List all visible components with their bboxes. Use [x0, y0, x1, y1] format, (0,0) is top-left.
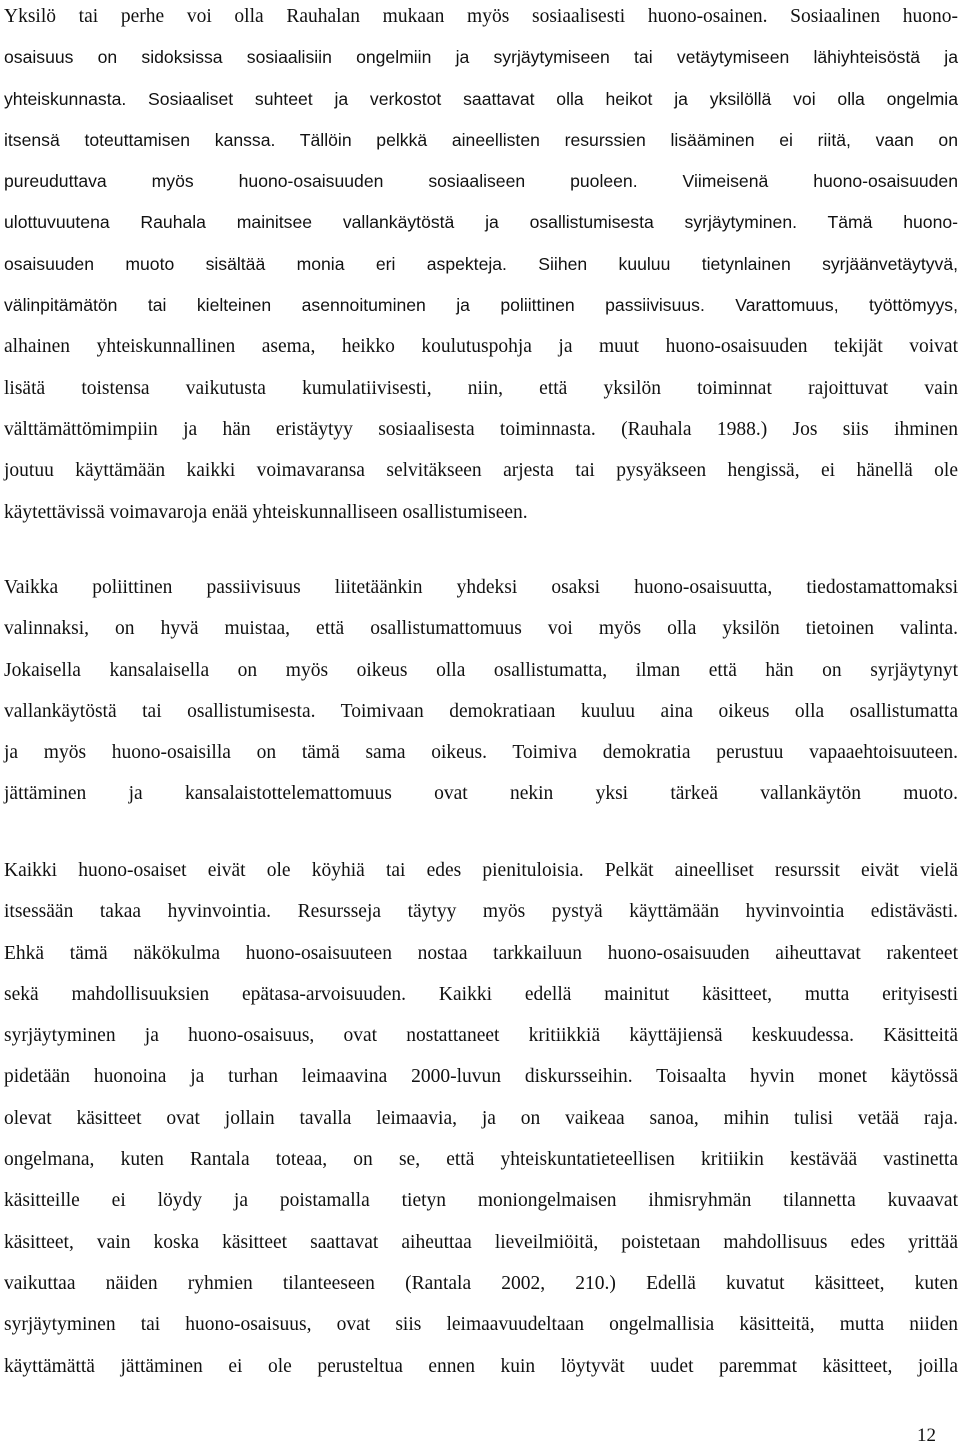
text-line: ja myös huono-osaisilla on tämä sama oikeus. Toimiva demokratia perustuu vapaaehtoisuuteen. — [4, 742, 958, 764]
text-line: lisätä toistensa vaikutusta kumulatiivisesti, niin, että yksilön toiminnat rajoittuvat vain — [4, 377, 958, 399]
text-line: osaisuus on sidoksissa sosiaalisiin ongelmiin ja syrjäytymiseen tai vetäytymiseen lähiyhteisöstä ja — [4, 47, 958, 68]
text-line: jättäminen ja kansalaistottelemattomuus ovat nekin yksi tärkeä vallankäytön muoto. — [4, 783, 958, 805]
text-line: Yksilö tai perhe voi olla Rauhalan mukaan myös sosiaalisesti huono-osainen. Sosiaalinen huono- — [4, 6, 958, 27]
text-line: syrjäytyminen ja huono-osaisuus, ovat nostattaneet kritiikkiä käyttäjiensä keskuudessa. Käsitteitä — [4, 1025, 958, 1047]
text-line: valinnaksi, on hyvä muistaa, että osallistumattomuus voi myös olla yksilön tietoinen valinta. — [4, 618, 958, 640]
text-line: vaikuttaa näiden ryhmien tilanteeseen (Rantala 2002, 210.) Edellä kuvatut käsitteet, kuten — [4, 1272, 958, 1294]
text-line: välinpitämätön tai kielteinen asennoituminen ja poliittinen passiivisuus. Varattomuus, työttömyys, — [4, 295, 958, 316]
paragraph-rauhala-social-exclusion — [4, 0, 958, 533]
page-number: 12 — [917, 1425, 936, 1446]
text-line: pureuduttava myös huono-osaisuuden sosiaaliseen puoleen. Viimeisenä huono-osaisuuden — [4, 171, 958, 192]
text-line: yhteiskunnasta. Sosiaaliset suhteet ja verkostot saattavat olla heikot ja yksilöllä voi olla ongelmia — [4, 88, 958, 109]
text-line: ongelmana, kuten Rantala toteaa, on se, että yhteiskuntatieteellisen kritiikin kestävää vastinetta — [4, 1149, 958, 1171]
text-line: olevat käsitteet ovat jollain tavalla leimaavia, ja on vaikeaa sanoa, mihin tulisi vetää raja. — [4, 1107, 958, 1129]
paragraph-concept-critique — [4, 850, 958, 1387]
text-line: itsensä toteuttamisen kanssa. Tällöin pelkkä aineellisten resurssien lisääminen ei riitä, vaan on — [4, 129, 958, 150]
text-line: syrjäytyminen tai huono-osaisuus, ovat siis leimaavuudeltaan ongelmallisia käsitteitä, mutta niiden — [4, 1314, 958, 1336]
text-line: vallankäytöstä tai osallistumisesta. Toimivaan demokratiaan kuuluu aina oikeus olla osallistumatta — [4, 700, 958, 722]
text-line: välttämättömimpiin ja hän eristäytyy sosiaalisesta toiminnasta. (Rauhala 1988.) Jos siis ihminen — [4, 418, 958, 440]
text-line: Jokaisella kansalaisella on myös oikeus olla osallistumatta, ilman että hän on syrjäytynyt — [4, 659, 958, 681]
text-line: käsitteet, vain koska käsitteet saattavat aiheuttaa lieveilmiöitä, poistetaan mahdollisuus edes yrittää — [4, 1231, 958, 1253]
text-line: pidetään huonoina ja turhan leimaavina 2000-luvun diskursseihin. Toisaalta hyvin monet käytössä — [4, 1066, 958, 1088]
text-line: itsessään takaa hyvinvointia. Resursseja täytyy myös pystyä käyttämään hyvinvointia edistävästi. — [4, 901, 958, 923]
text-line: käyttämättä jättäminen ei ole perusteltua ennen kuin löytyvät uudet paremmat käsitteet, joilla — [4, 1355, 958, 1377]
text-line: osaisuuden muoto sisältää monia eri aspekteja. Siihen kuuluu tietynlainen syrjäänvetäytyvä, — [4, 253, 958, 274]
text-line: Ehkä tämä näkökulma huono-osaisuuteen nostaa tarkkailuun huono-osaisuuden aiheuttavat rakenteet — [4, 942, 958, 964]
text-line: sekä mahdollisuuksien epätasa-arvoisuuden. Kaikki edellä mainitut käsitteet, mutta erityisesti — [4, 983, 958, 1005]
text-line: ulottuvuutena Rauhala mainitsee vallankäytöstä ja osallistumisesta syrjäytyminen. Tämä huono- — [4, 212, 958, 233]
text-line: Vaikka poliittinen passiivisuus liitetäänkin yhdeksi osaksi huono-osaisuutta, tiedostamattomaksi — [4, 577, 958, 598]
paragraph-political-passivity — [4, 567, 958, 815]
text-line: käsitteille ei löydy ja poistamalla tietyn moniongelmaisen ihmisryhmän tilannetta kuvaavat — [4, 1190, 958, 1212]
text-line: Kaikki huono-osaiset eivät ole köyhiä tai edes pienituloisia. Pelkät aineelliset resurssit eivät vielä — [4, 860, 958, 881]
text-line: käytettävissä voimavaroja enää yhteiskunnalliseen osallistumiseen. — [4, 501, 528, 523]
text-line: alhainen yhteiskunnallinen asema, heikko koulutuspohja ja muut huono-osaisuuden tekijät voivat — [4, 336, 958, 358]
text-line: joutuu käyttämään kaikki voimavaransa selvitäkseen arjesta tai pysyäkseen hengissä, ei hänellä ole — [4, 460, 958, 482]
